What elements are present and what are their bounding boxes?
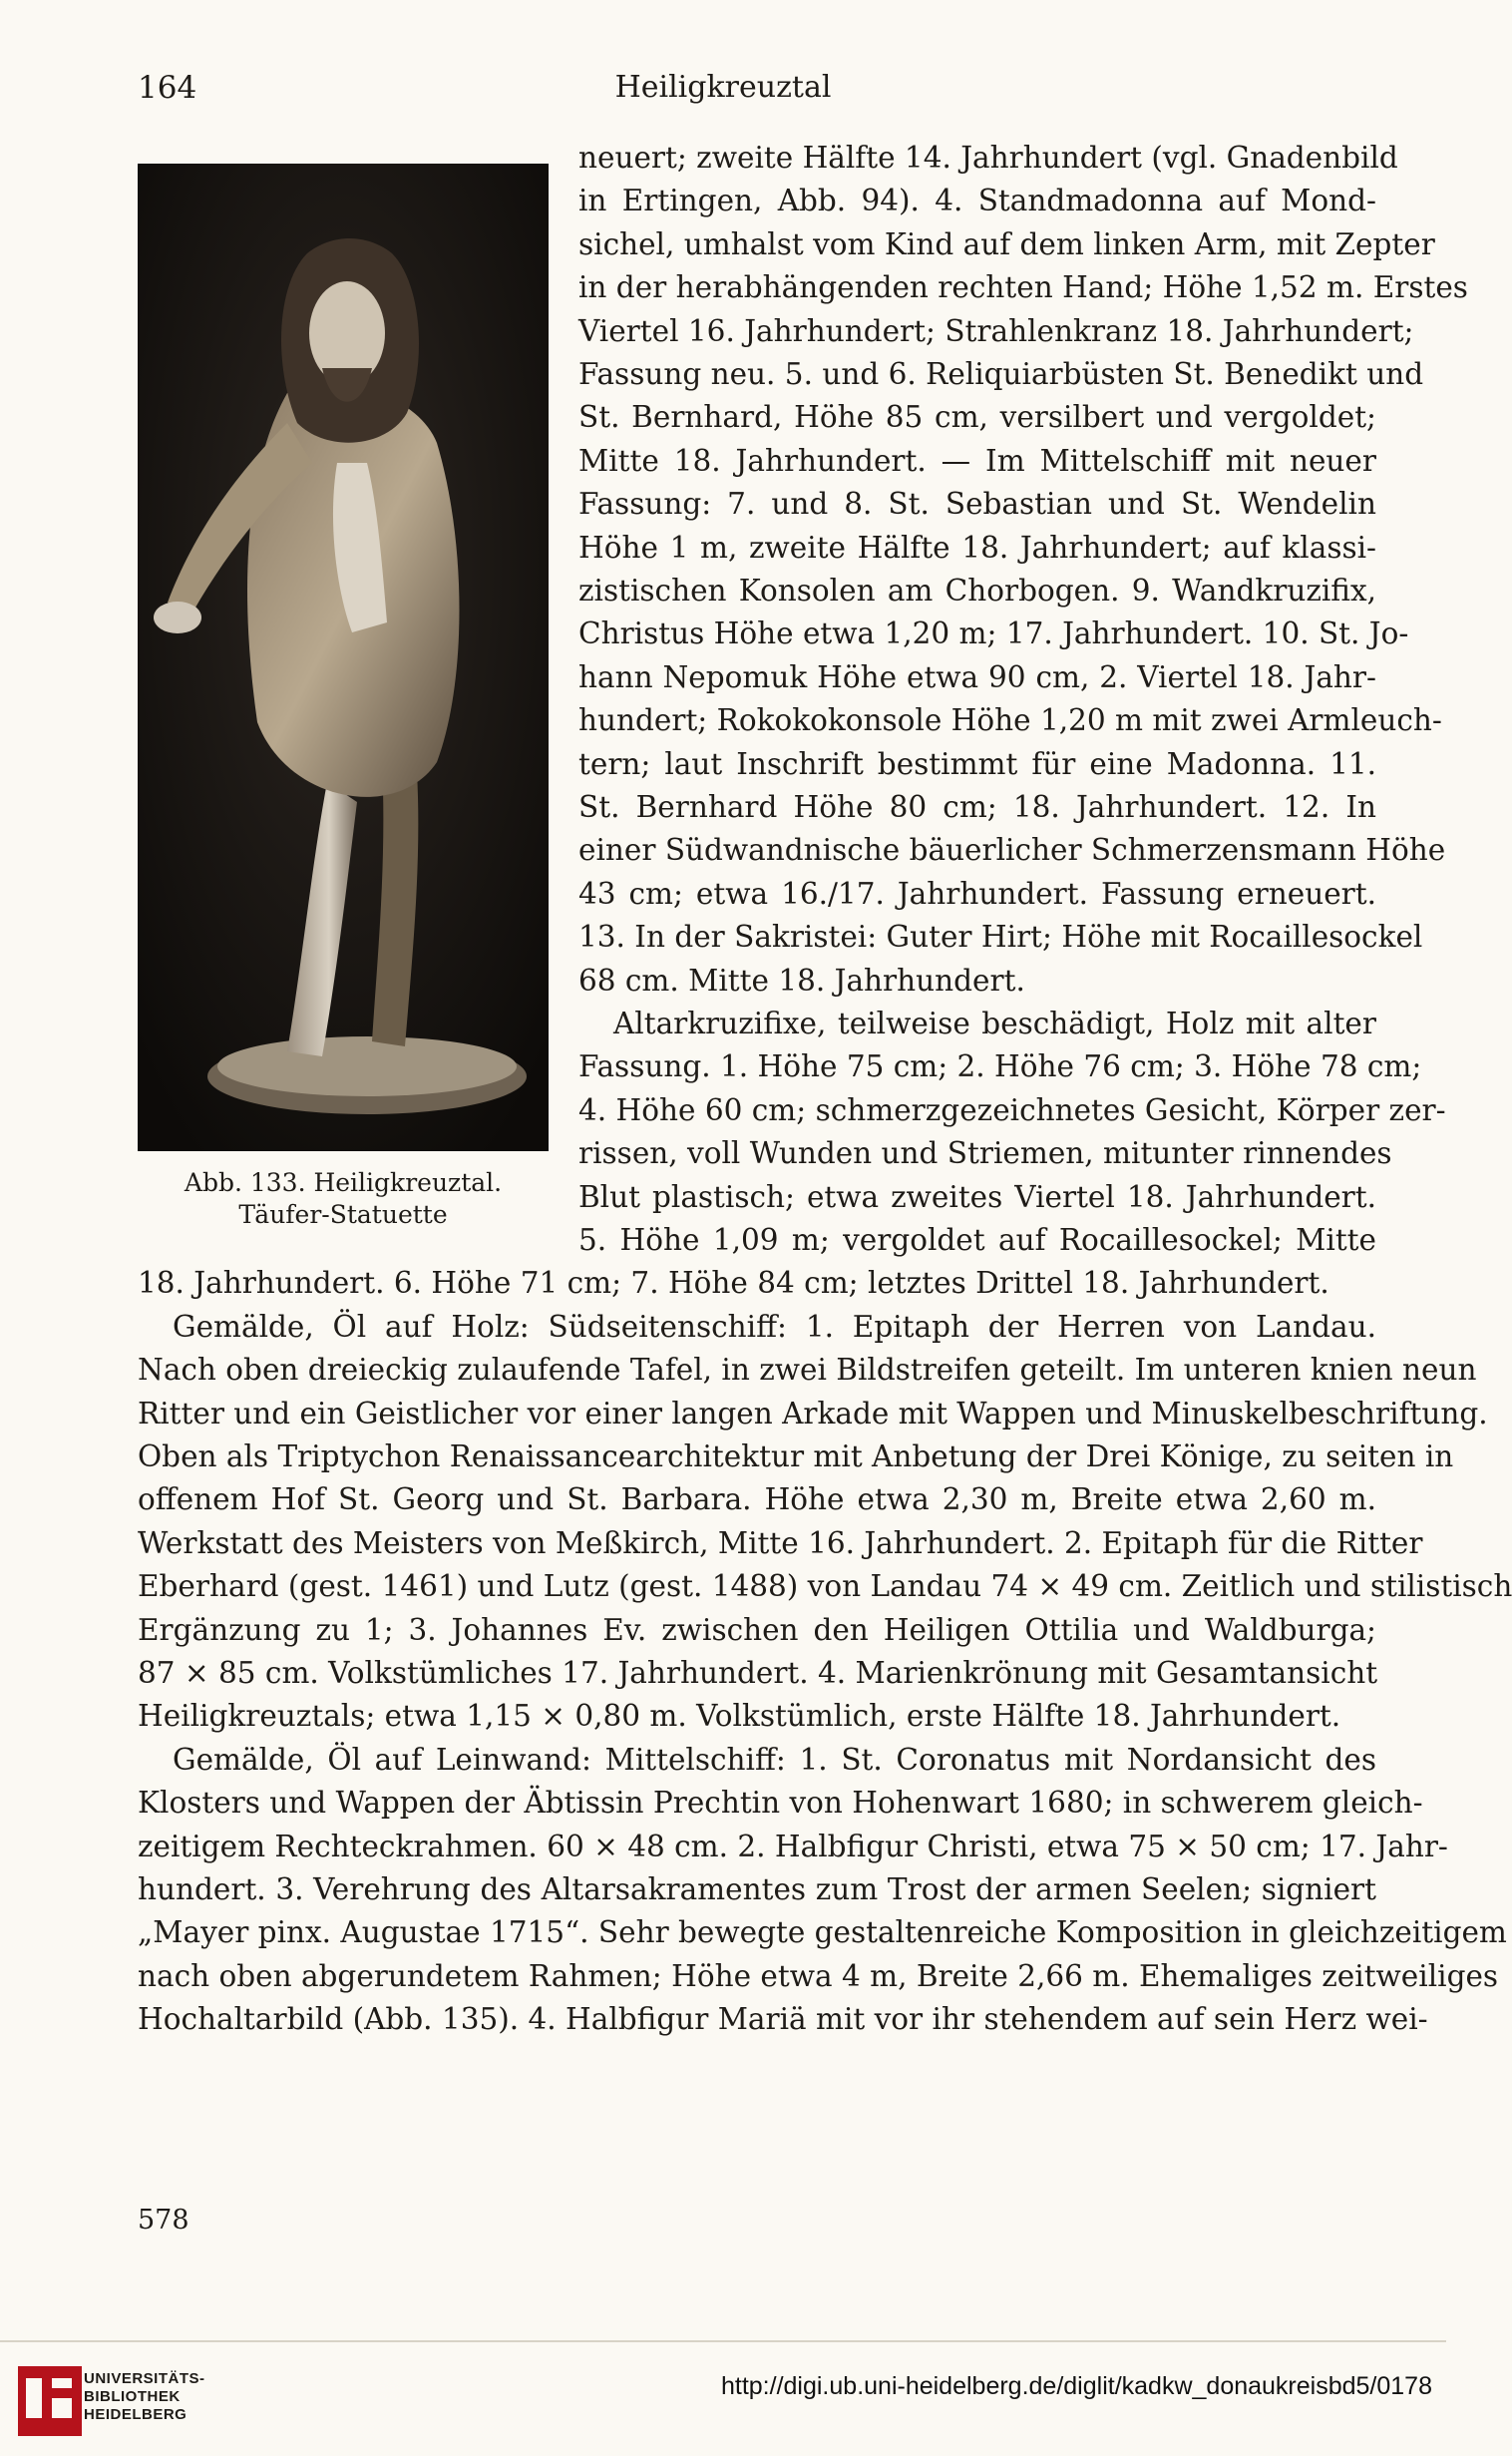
text-line: Fassung: 7. und 8. St. Sebastian und St. Wendelin [578, 487, 1376, 522]
library-name-line: HEIDELBERG [84, 2406, 188, 2423]
text-line: Ergänzung zu 1; 3. Johannes Ev. zwischen den Heiligen Ottilia und Waldburga; [138, 1612, 1376, 1647]
text-line: Werkstatt des Meisters von Meßkirch, Mitte 16. Jahrhundert. 2. Epitaph für die Ritter [138, 1525, 1423, 1560]
text-line: einer Südwandnische bäuerlicher Schmerzensmann Höhe [578, 833, 1446, 868]
text-line: in Ertingen, Abb. 94). 4. Standmadonna auf Mond- [578, 184, 1376, 218]
text-line: Klosters und Wappen der Äbtissin Prechtin von Hohenwart 1680; in schwerem gleich- [138, 1786, 1423, 1821]
text-line: Mitte 18. Jahrhundert. — Im Mittelschiff mit neuer [578, 443, 1376, 478]
text-line: offenem Hof St. Georg und St. Barbara. Höhe etwa 2,30 m, Breite etwa 2,60 m. [138, 1482, 1376, 1517]
baptist-statuette-image [138, 164, 549, 1151]
text-line: tern; laut Inschrift bestimmt für eine Madonna. 11. [578, 746, 1376, 781]
text-line: Christus Höhe etwa 1,20 m; 17. Jahrhundert. 10. St. Jo- [578, 616, 1409, 651]
text-line: Hochaltarbild (Abb. 135). 4. Halbfigur Mariä mit vor ihr stehendem auf sein Herz wei- [138, 2002, 1428, 2037]
text-line: „Mayer pinx. Augustae 1715“. Sehr bewegte gestaltenreiche Komposition in gleichzeitigem [138, 1915, 1507, 1950]
text-line: rissen, voll Wunden und Striemen, mitunter rinnendes [578, 1136, 1392, 1171]
text-line: neuert; zweite Hälfte 14. Jahrhundert (vgl. Gnadenbild [578, 141, 1398, 175]
text-line: Oben als Triptychon Renaissancearchitektur mit Anbetung der Drei Könige, zu seiten in [138, 1439, 1454, 1473]
page-number: 164 [138, 70, 197, 106]
text-line: zeitigem Rechteckrahmen. 60 × 48 cm. 2. Halbfigur Christi, etwa 75 × 50 cm; 17. Jahr- [138, 1829, 1448, 1863]
text-line: Altarkruzifixe, teilweise beschädigt, Holz mit alter [613, 1007, 1376, 1040]
text-line: hann Nepomuk Höhe etwa 90 cm, 2. Viertel 18. Jahr- [578, 659, 1376, 694]
text-line: 13. In der Sakristei: Guter Hirt; Höhe mit Rocaillesockel [578, 920, 1423, 955]
text-line: 5. Höhe 1,09 m; vergoldet auf Rocaillesockel; Mitte [578, 1223, 1376, 1257]
text-line: 18. Jahrhundert. 6. Höhe 71 cm; 7. Höhe 84 cm; letztes Drittel 18. Jahrhundert. [138, 1266, 1329, 1301]
caption-line: Abb. 133. Heiligkreuztal. [184, 1168, 503, 1197]
text-line: Fassung. 1. Höhe 75 cm; 2. Höhe 76 cm; 3. Höhe 78 cm; [578, 1049, 1422, 1084]
footer-divider [0, 2340, 1446, 2342]
text-line: hundert. 3. Verehrung des Altarsakramentes zum Trost der armen Seelen; signiert [138, 1872, 1376, 1906]
text-line: hundert; Rokokokonsole Höhe 1,20 m mit zwei Armleuch- [578, 703, 1442, 738]
library-name-line: BIBLIOTHEK [84, 2388, 181, 2405]
text-line: St. Bernhard, Höhe 85 cm, versilbert und vergoldet; [578, 400, 1376, 435]
text-line: Eberhard (gest. 1461) und Lutz (gest. 1488) von Landau 74 × 49 cm. Zeitlich und stilistisch [138, 1569, 1512, 1604]
text-line: Viertel 16. Jahrhundert; Strahlenkranz 18. Jahrhundert; [578, 313, 1414, 348]
text-line: Ritter und ein Geistlicher vor einer langen Arkade mit Wappen und Minuskelbeschriftung. [138, 1396, 1488, 1431]
text-line: 87 × 85 cm. Volkstümliches 17. Jahrhundert. 4. Marienkrönung mit Gesamtansicht [138, 1656, 1378, 1690]
text-line: in der herabhängenden rechten Hand; Höhe 1,52 m. Erstes [578, 270, 1468, 305]
caption-line: Täufer-Statuette [238, 1200, 448, 1229]
text-line: sichel, umhalst vom Kind auf dem linken Arm, mit Zepter [578, 226, 1435, 261]
text-line: 4. Höhe 60 cm; schmerzgezeichnetes Gesicht, Körper zer- [578, 1092, 1446, 1127]
text-line: Heiligkreuztals; etwa 1,15 × 0,80 m. Volkstümlich, erste Hälfte 18. Jahrhundert. [138, 1699, 1341, 1734]
text-line: Gemälde, Öl auf Holz: Südseitenschiff: 1. Epitaph der Herren von Landau. [173, 1309, 1376, 1344]
sheet-number: 578 [138, 2205, 189, 2236]
figure-caption [138, 1167, 549, 1231]
text-line: 68 cm. Mitte 18. Jahrhundert. [578, 963, 1025, 998]
source-url-link[interactable]: http://digi.ub.uni-heidelberg.de/diglit/kadkw_donaukreisbd5/0178 [720, 2372, 1432, 2400]
text-line: St. Bernhard Höhe 80 cm; 18. Jahrhundert. 12. In [578, 790, 1376, 824]
running-title: Heiligkreuztal [614, 70, 832, 105]
text-line: Nach oben dreieckig zulaufende Tafel, in zwei Bildstreifen geteilt. Im unteren knien neun [138, 1353, 1477, 1388]
library-name-line: UNIVERSITÄTS- [84, 2370, 205, 2387]
text-line: 43 cm; etwa 16./17. Jahrhundert. Fassung erneuert. [578, 876, 1376, 911]
text-line: Fassung neu. 5. und 6. Reliquiarbüsten St. Benedikt und [578, 357, 1424, 391]
text-line: Gemälde, Öl auf Leinwand: Mittelschiff: 1. St. Coronatus mit Nordansicht des [173, 1742, 1376, 1777]
text-line: nach oben abgerundetem Rahmen; Höhe etwa 4 m, Breite 2,66 m. Ehemaliges zeitweiliges [138, 1958, 1499, 1993]
library-name [84, 2370, 205, 2424]
text-line: Höhe 1 m, zweite Hälfte 18. Jahrhundert; auf klassi- [578, 530, 1376, 565]
statue-photograph [138, 164, 549, 1151]
text-line: Blut plastisch; etwa zweites Viertel 18. Jahrhundert. [578, 1179, 1376, 1214]
text-line: zistischen Konsolen am Chorbogen. 9. Wandkruzifix, [578, 574, 1376, 608]
